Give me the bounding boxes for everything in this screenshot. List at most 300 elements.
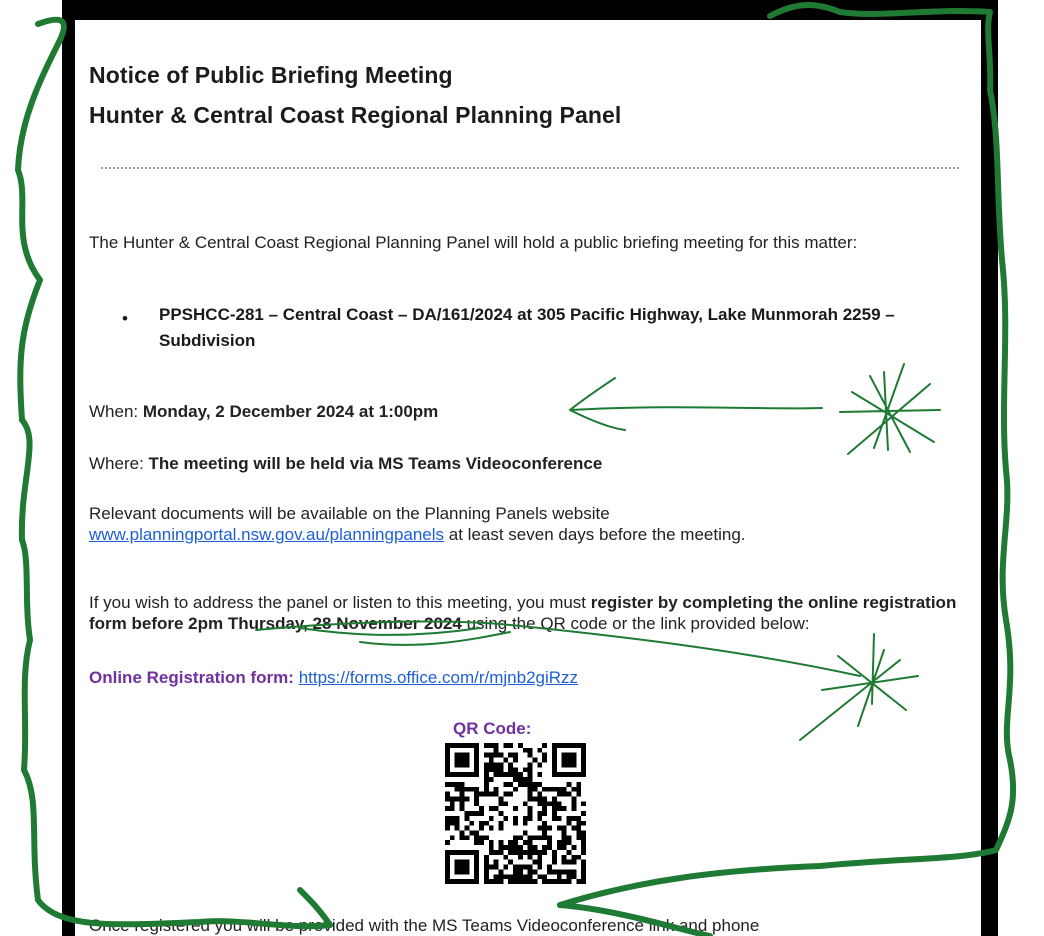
qr-module	[460, 796, 465, 801]
qr-module	[474, 879, 479, 884]
registration-form-link[interactable]: https://forms.office.com/r/mjnb2giRzz	[298, 668, 579, 687]
qr-module	[567, 879, 572, 884]
qr-module	[460, 850, 465, 855]
qr-module	[469, 831, 474, 836]
qr-module	[533, 879, 538, 884]
qr-module	[494, 879, 499, 884]
qr-module	[542, 806, 547, 811]
qr-module	[494, 743, 499, 748]
qr-module	[523, 821, 528, 826]
qr-module	[455, 879, 460, 884]
when-line	[89, 401, 959, 422]
qr-module	[567, 869, 572, 874]
qr-module	[498, 772, 503, 777]
qr-module	[528, 753, 533, 758]
qr-module	[498, 796, 503, 801]
qr-module	[445, 753, 450, 758]
qr-module	[445, 743, 450, 748]
qr-module	[557, 840, 562, 845]
qr-module	[489, 840, 494, 845]
qr-module	[533, 835, 538, 840]
qr-module	[557, 772, 562, 777]
qr-module	[523, 748, 528, 753]
qr-module	[537, 816, 542, 821]
qr-module	[581, 874, 586, 879]
qr-module	[542, 874, 547, 879]
qr-module	[552, 787, 557, 792]
documents-text: Relevant documents will be available on the Planning Panels website	[89, 504, 610, 523]
qr-module	[562, 753, 567, 758]
qr-module	[576, 879, 581, 884]
qr-module	[508, 845, 513, 850]
qr-module	[464, 835, 469, 840]
qr-module	[557, 869, 562, 874]
qr-module	[567, 835, 572, 840]
qr-module	[528, 777, 533, 782]
qr-module	[567, 758, 572, 763]
qr-module	[581, 811, 586, 816]
qr-module	[513, 753, 518, 758]
qr-module	[557, 879, 562, 884]
qr-module	[474, 855, 479, 860]
qr-module	[547, 879, 552, 884]
qr-module	[518, 855, 523, 860]
qr-module	[557, 806, 562, 811]
qr-module	[455, 869, 460, 874]
qr-module	[552, 762, 557, 767]
qr-module	[567, 753, 572, 758]
qr-module	[469, 850, 474, 855]
qr-module	[494, 860, 499, 865]
qr-module	[518, 835, 523, 840]
qr-module	[552, 801, 557, 806]
qr-module	[484, 787, 489, 792]
qr-module	[571, 869, 576, 874]
qr-module	[567, 792, 572, 797]
qr-module	[528, 748, 533, 753]
qr-module	[542, 826, 547, 831]
qr-module	[503, 865, 508, 870]
qr-module	[567, 850, 572, 855]
qr-module	[494, 767, 499, 772]
qr-code-icon[interactable]	[443, 743, 588, 884]
qr-module	[484, 860, 489, 865]
qr-module	[533, 796, 538, 801]
qr-module	[455, 782, 460, 787]
qr-module	[552, 811, 557, 816]
qr-module	[498, 869, 503, 874]
where-value: The meeting will be held via MS Teams Videoconference	[148, 454, 603, 473]
qr-module	[489, 816, 494, 821]
qr-module	[464, 787, 469, 792]
qr-module	[445, 806, 450, 811]
qr-module	[528, 767, 533, 772]
qr-module	[547, 801, 552, 806]
qr-module	[567, 772, 572, 777]
qr-module	[523, 767, 528, 772]
qr-module	[557, 845, 562, 850]
qr-module	[571, 753, 576, 758]
qr-module	[445, 782, 450, 787]
qr-module	[474, 811, 479, 816]
qr-module	[513, 840, 518, 845]
qr-module	[503, 758, 508, 763]
qr-module	[513, 772, 518, 777]
planning-panels-link[interactable]: www.planningportal.nsw.gov.au/planningpanels	[89, 525, 445, 544]
qr-module	[528, 869, 533, 874]
qr-module	[445, 840, 450, 845]
qr-module	[523, 831, 528, 836]
qr-module	[508, 850, 513, 855]
qr-module	[562, 855, 567, 860]
qr-module	[489, 879, 494, 884]
qr-module	[523, 777, 528, 782]
qr-module	[460, 762, 465, 767]
qr-module	[557, 743, 562, 748]
qr-module	[464, 826, 469, 831]
qr-module	[455, 762, 460, 767]
qr-module	[552, 806, 557, 811]
qr-module	[484, 879, 489, 884]
qr-module	[460, 758, 465, 763]
qr-module	[464, 762, 469, 767]
qr-module	[494, 806, 499, 811]
qr-module	[542, 835, 547, 840]
qr-module	[508, 874, 513, 879]
register-text-end: using the QR code or the link provided below:	[461, 614, 810, 633]
qr-module	[547, 869, 552, 874]
qr-module	[474, 748, 479, 753]
qr-module	[513, 874, 518, 879]
qr-module	[523, 816, 528, 821]
qr-module	[489, 792, 494, 797]
qr-module	[464, 753, 469, 758]
qr-module	[513, 835, 518, 840]
qr-module	[450, 743, 455, 748]
qr-module	[528, 865, 533, 870]
qr-module	[474, 831, 479, 836]
when-label: When:	[89, 402, 143, 421]
qr-module	[460, 787, 465, 792]
qr-module	[513, 865, 518, 870]
qr-module	[528, 782, 533, 787]
qr-module	[581, 767, 586, 772]
qr-module	[469, 821, 474, 826]
qr-module	[571, 758, 576, 763]
qr-module	[542, 758, 547, 763]
qr-module	[479, 811, 484, 816]
qr-module	[484, 855, 489, 860]
qr-module	[489, 806, 494, 811]
qr-module	[542, 845, 547, 850]
qr-module	[469, 787, 474, 792]
qr-module	[484, 762, 489, 767]
qr-module	[474, 753, 479, 758]
qr-module	[562, 831, 567, 836]
qr-module	[581, 801, 586, 806]
qr-module	[445, 855, 450, 860]
qr-module	[571, 772, 576, 777]
qr-module	[513, 821, 518, 826]
qr-module	[528, 879, 533, 884]
qr-module	[542, 753, 547, 758]
qr-module	[537, 801, 542, 806]
qr-module	[498, 821, 503, 826]
qr-module	[469, 743, 474, 748]
qr-module	[576, 743, 581, 748]
qr-module	[503, 743, 508, 748]
qr-module	[562, 879, 567, 884]
qr-module	[479, 792, 484, 797]
qr-module	[479, 826, 484, 831]
qr-module	[494, 787, 499, 792]
qr-module	[562, 835, 567, 840]
qr-module	[484, 782, 489, 787]
qr-module	[533, 869, 538, 874]
qr-module	[455, 758, 460, 763]
qr-module	[450, 801, 455, 806]
qr-module	[537, 850, 542, 855]
qr-module	[474, 772, 479, 777]
qr-module	[498, 845, 503, 850]
qr-module	[567, 782, 572, 787]
qr-module	[503, 772, 508, 777]
qr-module	[494, 762, 499, 767]
qr-module	[528, 811, 533, 816]
qr-module	[581, 748, 586, 753]
qr-module	[474, 743, 479, 748]
qr-module	[581, 869, 586, 874]
register-text: If you wish to address the panel or listen to this meeting, you must	[89, 593, 591, 612]
qr-module	[552, 767, 557, 772]
qr-module	[455, 743, 460, 748]
qr-module	[503, 816, 508, 821]
qr-module	[445, 758, 450, 763]
qr-module	[498, 767, 503, 772]
qr-module	[537, 865, 542, 870]
qr-module	[460, 879, 465, 884]
intro-paragraph: The Hunter & Central Coast Regional Planning Panel will hold a public briefing meeting for this matter:	[89, 233, 858, 252]
qr-module	[484, 869, 489, 874]
qr-module	[508, 879, 513, 884]
qr-module	[460, 743, 465, 748]
qr-module	[571, 874, 576, 879]
qr-module	[533, 782, 538, 787]
qr-module	[484, 777, 489, 782]
qr-module	[450, 879, 455, 884]
qr-module	[484, 792, 489, 797]
qr-module	[460, 792, 465, 797]
qr-module	[489, 767, 494, 772]
qr-module	[455, 826, 460, 831]
qr-module	[523, 801, 528, 806]
qr-module	[494, 874, 499, 879]
qr-module	[537, 855, 542, 860]
qr-module	[537, 826, 542, 831]
qr-module	[474, 792, 479, 797]
qr-module	[455, 753, 460, 758]
qr-module	[513, 767, 518, 772]
qr-module	[489, 850, 494, 855]
qr-module	[523, 874, 528, 879]
qr-module	[484, 865, 489, 870]
qr-module	[547, 865, 552, 870]
qr-module	[464, 850, 469, 855]
qr-module	[571, 762, 576, 767]
qr-module	[503, 855, 508, 860]
qr-module	[552, 850, 557, 855]
qr-module	[474, 762, 479, 767]
qr-module	[537, 811, 542, 816]
online-registration-line	[89, 667, 959, 688]
qr-module	[513, 787, 518, 792]
qr-module	[450, 816, 455, 821]
qr-module	[498, 753, 503, 758]
qr-module	[537, 860, 542, 865]
qr-code-label: QR Code:	[453, 719, 532, 738]
qr-module	[498, 879, 503, 884]
qr-module	[445, 748, 450, 753]
qr-module	[494, 850, 499, 855]
qr-module	[455, 821, 460, 826]
qr-module	[557, 801, 562, 806]
qr-module	[464, 816, 469, 821]
qr-module	[528, 855, 533, 860]
qr-module	[562, 758, 567, 763]
register-deadline: register by completing the online registration form before 2pm Thursday, 28 November 2024	[89, 593, 957, 633]
qr-module	[547, 787, 552, 792]
qr-module	[542, 801, 547, 806]
qr-module	[464, 811, 469, 816]
qr-module	[513, 869, 518, 874]
qr-module	[464, 865, 469, 870]
qr-module	[552, 743, 557, 748]
qr-module	[474, 767, 479, 772]
qr-module	[464, 796, 469, 801]
qr-module	[581, 772, 586, 777]
qr-module	[508, 782, 513, 787]
qr-module	[474, 860, 479, 865]
qr-module	[518, 865, 523, 870]
qr-module	[484, 767, 489, 772]
qr-module	[518, 782, 523, 787]
qr-module	[557, 816, 562, 821]
qr-module	[508, 767, 513, 772]
qr-module	[537, 792, 542, 797]
qr-module	[498, 850, 503, 855]
qr-module	[460, 806, 465, 811]
qr-module	[508, 743, 513, 748]
qr-module	[581, 762, 586, 767]
qr-module	[450, 821, 455, 826]
qr-module	[571, 796, 576, 801]
qr-module	[528, 796, 533, 801]
qr-module	[576, 792, 581, 797]
qr-module	[450, 782, 455, 787]
qr-module	[464, 772, 469, 777]
qr-module	[528, 835, 533, 840]
footer-paragraph: Once registered you will be provided with the MS Teams Videoconference link and phone	[89, 916, 760, 935]
qr-module	[464, 879, 469, 884]
qr-module	[494, 792, 499, 797]
qr-module	[469, 811, 474, 816]
where-line	[89, 453, 959, 474]
qr-module	[503, 874, 508, 879]
qr-module	[484, 753, 489, 758]
qr-module	[474, 801, 479, 806]
qr-module	[533, 758, 538, 763]
qr-module	[464, 743, 469, 748]
qr-module	[523, 865, 528, 870]
qr-module	[581, 840, 586, 845]
qr-module	[528, 850, 533, 855]
qr-module	[567, 821, 572, 826]
qr-module	[460, 831, 465, 836]
qr-module	[474, 758, 479, 763]
qr-module	[567, 860, 572, 865]
notice-title: Notice of Public Briefing Meeting	[89, 62, 453, 88]
qr-module	[450, 850, 455, 855]
qr-module	[498, 801, 503, 806]
qr-module	[474, 869, 479, 874]
where-label: Where:	[89, 454, 149, 473]
qr-module	[464, 758, 469, 763]
qr-module	[537, 835, 542, 840]
qr-module	[552, 879, 557, 884]
qr-module	[571, 860, 576, 865]
qr-module	[445, 821, 450, 826]
qr-module	[445, 796, 450, 801]
qr-module	[513, 816, 518, 821]
qr-module	[513, 845, 518, 850]
qr-module	[547, 826, 552, 831]
qr-module	[460, 801, 465, 806]
qr-module	[562, 826, 567, 831]
qr-module	[571, 816, 576, 821]
documents-text-end: at least seven days before the meeting.	[444, 525, 746, 544]
qr-module	[518, 743, 523, 748]
qr-module	[581, 850, 586, 855]
qr-module	[571, 787, 576, 792]
qr-module	[518, 772, 523, 777]
qr-module	[562, 792, 567, 797]
qr-module	[533, 787, 538, 792]
qr-module	[542, 796, 547, 801]
qr-module	[503, 845, 508, 850]
qr-module	[450, 806, 455, 811]
qr-module	[479, 840, 484, 845]
documents-paragraph	[89, 503, 959, 545]
qr-module	[474, 835, 479, 840]
qr-module	[503, 782, 508, 787]
qr-module	[523, 879, 528, 884]
qr-module	[489, 753, 494, 758]
qr-module	[562, 772, 567, 777]
qr-module	[464, 860, 469, 865]
qr-module	[552, 869, 557, 874]
qr-module	[567, 874, 572, 879]
qr-module	[484, 835, 489, 840]
qr-module	[460, 753, 465, 758]
qr-module	[562, 806, 567, 811]
qr-module	[460, 860, 465, 865]
qr-module	[576, 821, 581, 826]
qr-module	[460, 865, 465, 870]
qr-module	[552, 855, 557, 860]
qr-module	[528, 806, 533, 811]
qr-module	[552, 772, 557, 777]
qr-module	[542, 831, 547, 836]
